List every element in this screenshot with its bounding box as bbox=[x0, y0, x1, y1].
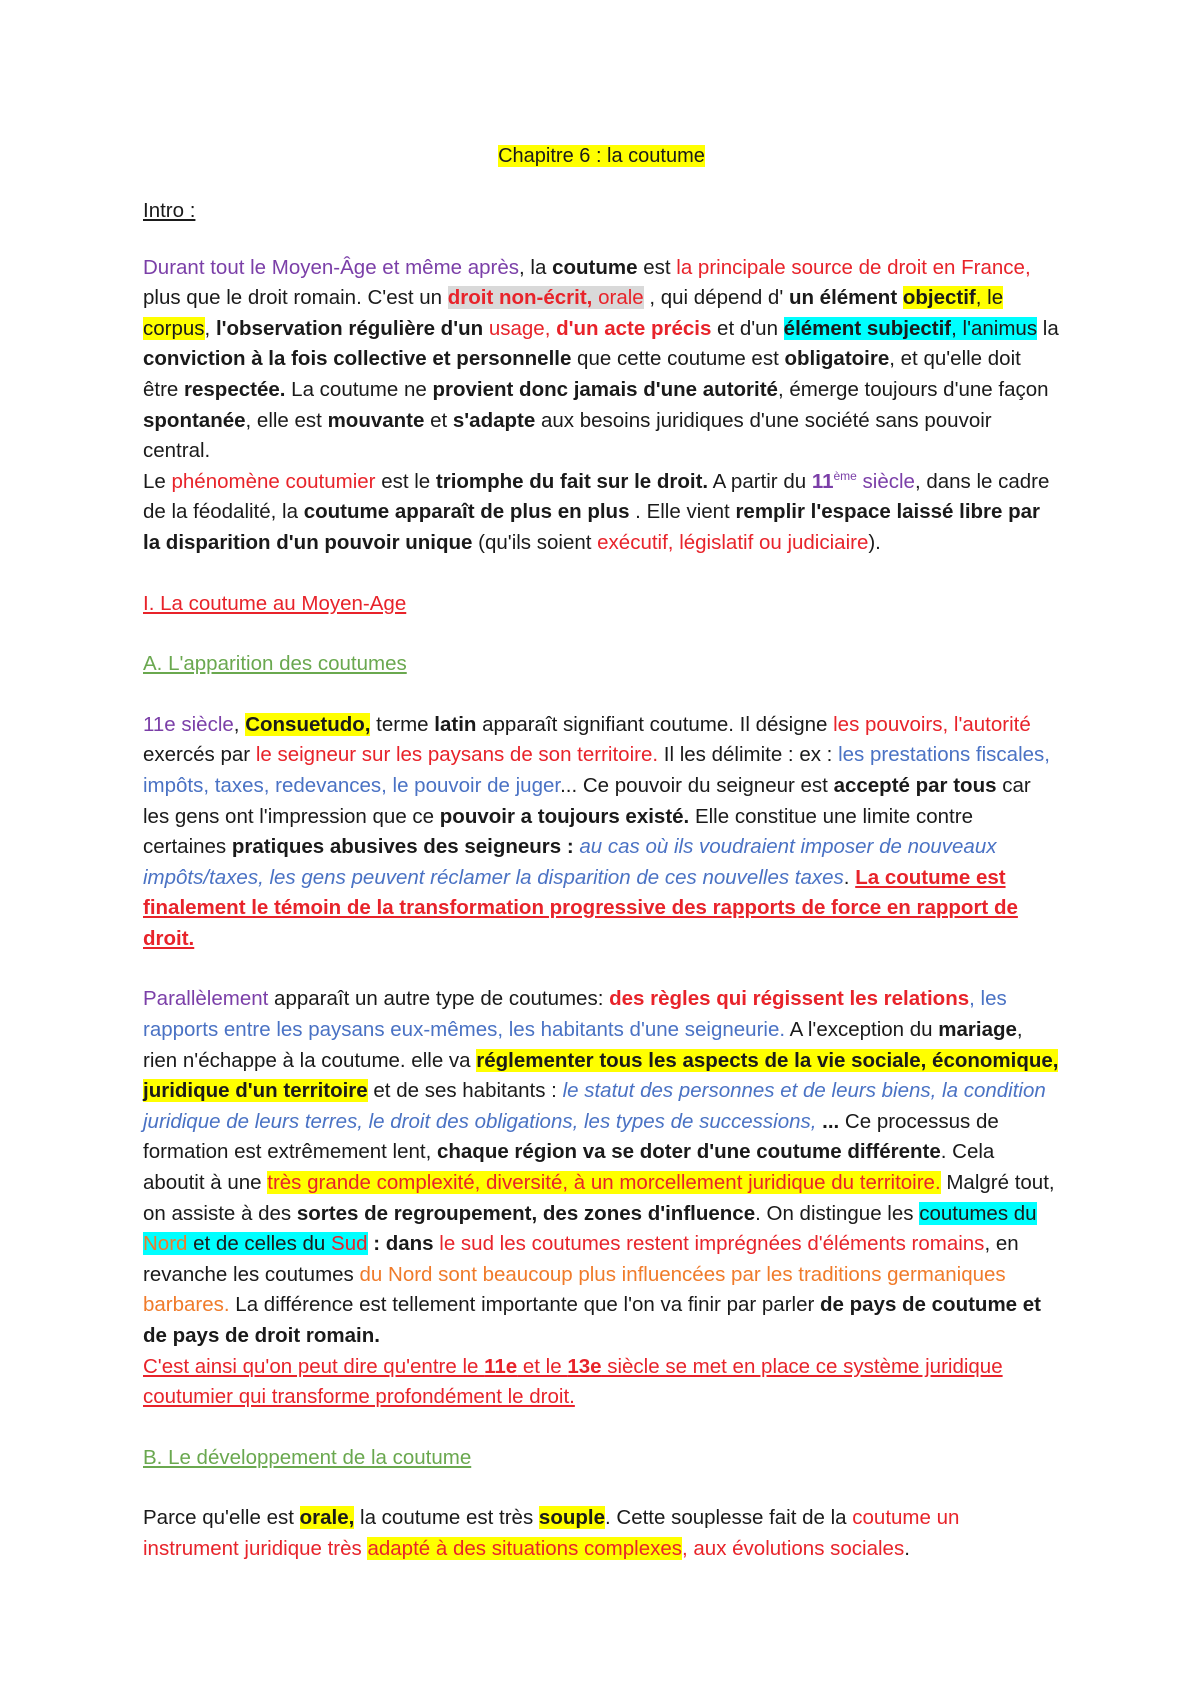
intro-paragraph: Durant tout le Moyen-Âge et même après, la coutume est la principale source de droit en France, plus que le droit romain. C'est un droit non-écrit, orale , qui dépend d' un élément objectif, le corpus, l'observation régulière d'un usage, d'un acte précis et d'un élément subjectif, l'animus la conviction à la fois collective et personnelle que cette coutume est obligatoire, et qu'elle doit être respectée. La coutume ne provient donc jamais d'une autorité, émerge toujours d'une façon spontanée, elle est mouvante et s'adapte aux besoins juridiques d'une société sans pouvoir central. bbox=[143, 255, 1059, 463]
paragraph-a1: 11e siècle, Consuetudo, terme latin apparaît signifiant coutume. Il désigne les pouvoirs, l'autorité exercés par le seigneur sur les paysans de son territoire. Il les délimite : ex : les prestations fiscales, impôts, taxes, redevances, le pouvoir de juger... Ce pouvoir du seigneur est accepté par tous car les gens ont l'impression que ce pouvoir a toujours existé. Elle constitue une limite contre certaines pratiques abusives des seigneurs : au cas où ils voudraient imposer de nouveaux impôts/taxes, les gens peuvent réclamer la disparition de ces nouvelles taxes. La coutume est finalement le témoin de la transformation progressive des rapports de force en rapport de droit. bbox=[143, 712, 1050, 950]
page-title: Chapitre 6 : la coutume bbox=[498, 145, 705, 167]
section-heading-b: B. Le développement de la coutume bbox=[143, 1445, 472, 1469]
intro-paragraph-2: Le phénomène coutumier est le triomphe du fait sur le droit. A partir du 11ème siècle, dans le cadre de la féodalité, la coutume apparaît de plus en plus . Elle vient remplir l'espace laissé libre par la disparition d'un pouvoir unique (qu'ils soient exécutif, législatif ou judiciaire). bbox=[143, 468, 1050, 554]
section-heading-a: A. L'apparition des coutumes bbox=[143, 652, 407, 676]
intro-label: Intro : bbox=[143, 199, 196, 222]
section-heading-1: I. La coutume au Moyen-Age bbox=[143, 591, 407, 615]
paragraph-b1: Parce qu'elle est orale, la coutume est très souple. Cette souplesse fait de la coutume un instrument juridique très adapté à des situations complexes, aux évolutions sociales. bbox=[143, 1506, 960, 1560]
paragraph-a2: Parallèlement apparaît un autre type de coutumes: des règles qui régissent les relations, les rapports entre les paysans eux-mêmes, les habitants d'une seigneurie. A l'exception du mariage, rien n'échappe à la coutume. elle va réglementer tous les aspects de la vie sociale, économique, juridique d'un territoire et de ses habitants : le statut des personnes et de leurs biens, la condition juridique de leurs terres, le droit des obligations, les types de successions, ... Ce processus de formation est extrêmement lent, chaque région va se doter d'une coutume différente. Cela aboutit à une très grande complexité, diversité, à un morcellement juridique du territoire. Malgré tout, on assiste à des sortes de regroupement, des zones d'influence. On distingue les coutumes du Nord et de celles du Sud : dans le sud les coutumes restent imprégnées d'éléments romains, en revanche les coutumes du Nord sont beaucoup plus influencées par les traditions germaniques barbares. La différence est tellement importante que l'on va finir par parler de pays de coutume et de pays de droit romain. C'est ainsi qu'on peut dire qu'entre le 11e et le 13e siècle se met en place ce système juridique coutumier qui transforme profondément le droit. bbox=[143, 987, 1059, 1409]
